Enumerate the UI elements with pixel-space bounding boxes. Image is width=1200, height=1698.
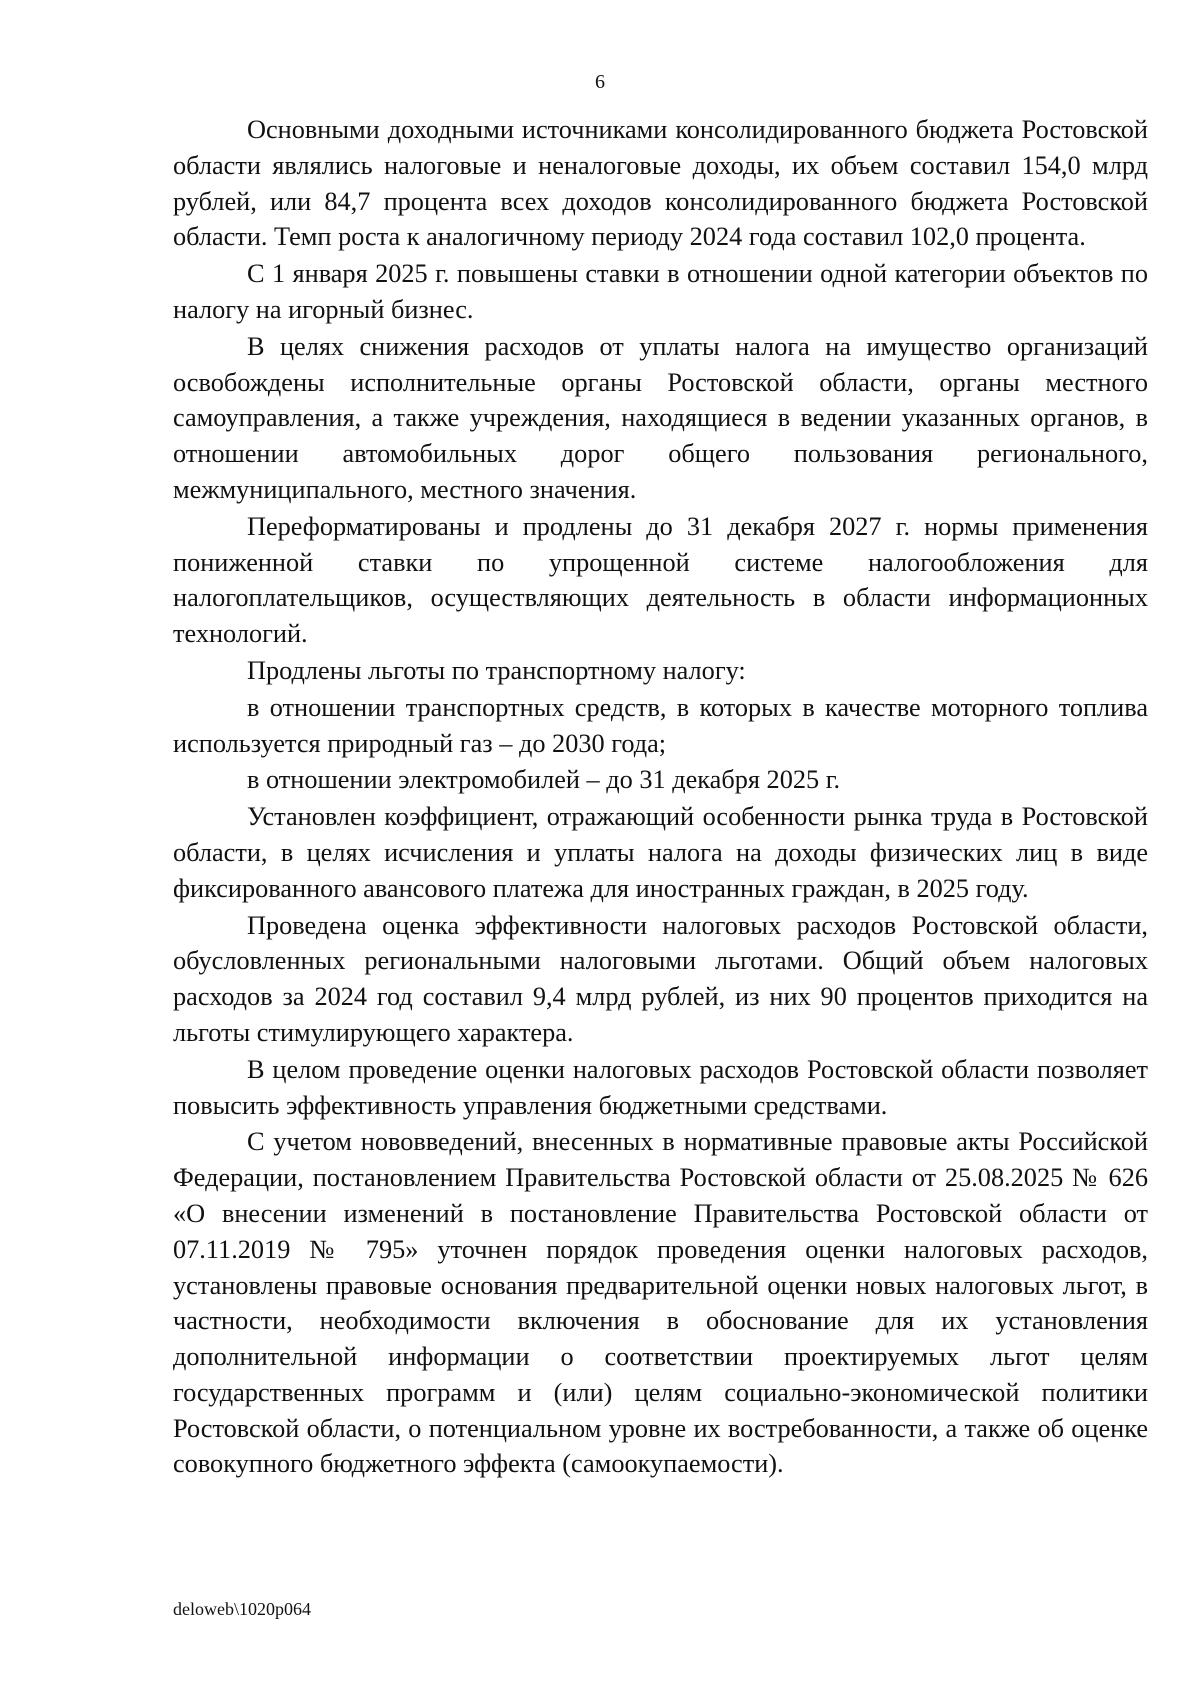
page-number: 6 [595, 71, 605, 93]
paragraph: С 1 января 2025 г. повышены ставки в отношении одной категории объектов по налогу на игорный бизнес. [173, 259, 1148, 324]
paragraph: Установлен коэффициент, отражающий особенности рынка труда в Ростовской области, в целях исчисления и уплаты налога на доходы физических лиц в виде фиксированного авансового платежа для иностранных граждан, в 2025 году. [173, 802, 1148, 903]
paragraph: В целом проведение оценки налоговых расходов Ростовской области позволяет повысить эффективность управления бюджетными средствами. [173, 1054, 1148, 1120]
paragraph: в отношении электромобилей – до 31 декабря 2025 г. [247, 765, 841, 795]
document-code: deloweb\1020p064 [173, 1599, 311, 1619]
paragraph: в отношении транспортных средств, в которых в качестве моторного топлива используется природный газ – до 2030 года; [173, 692, 1148, 758]
paragraph: Продлены льготы по транспортному налогу: [247, 655, 746, 685]
paragraph: Переформатированы и продлены до 31 декабря 2027 г. нормы применения пониженной ставки по упрощенной системе налогообложения для налогоплательщиков, осуществляющих деятельность в области информационных технологий. [173, 511, 1148, 649]
paragraph: Проведена оценка эффективности налоговых расходов Ростовской области, обусловленных региональными налоговыми льготами. Общий объем налоговых расходов за 2024 год составил 9,4 млрд рублей, из них 90 процентов приходится на льготы стимулирующего характера. [173, 910, 1148, 1047]
paragraph: С учетом нововведений, внесенных в нормативные правовые акты Российской Федерации, постановлением Правительства Ростовской области от 25.08.2025 № 626 «О внесении изменений в постановление Правительства Ростовской области от 07.11.2019 № 795» уточнен порядок проведения оценки налоговых расходов, установлены правовые основания предварительной оценки новых налоговых льгот, в частности, необходимости включения в обоснование для их установления дополнительной информации о соответствии проектируемых льгот целям государственных программ и (или) целям социально-экономической политики Ростовской области, о потенциальном уровне их востребованности, а также об оценке совокупного бюджетного эффекта (самоокупаемости). [173, 1127, 1148, 1479]
paragraph: Основными доходными источниками консолидированного бюджета Ростовской области являлись налоговые и неналоговые доходы, их объем составил 154,0 млрд рублей, или 84,7 процента всех доходов консолидированного бюджета Ростовской области. Темп роста к аналогичному периоду 2024 года составил 102,0 процента. [173, 115, 1148, 252]
paragraph: В целях снижения расходов от уплаты налога на имущество организаций освобождены исполнительные органы Ростовской области, органы местного самоуправления, а также учреждения, находящиеся в ведении указанных органов, в отношении автомобильных дорог общего пользования регионального, межмуниципального, местного значения. [173, 331, 1148, 504]
document-body [173, 112, 1148, 1483]
